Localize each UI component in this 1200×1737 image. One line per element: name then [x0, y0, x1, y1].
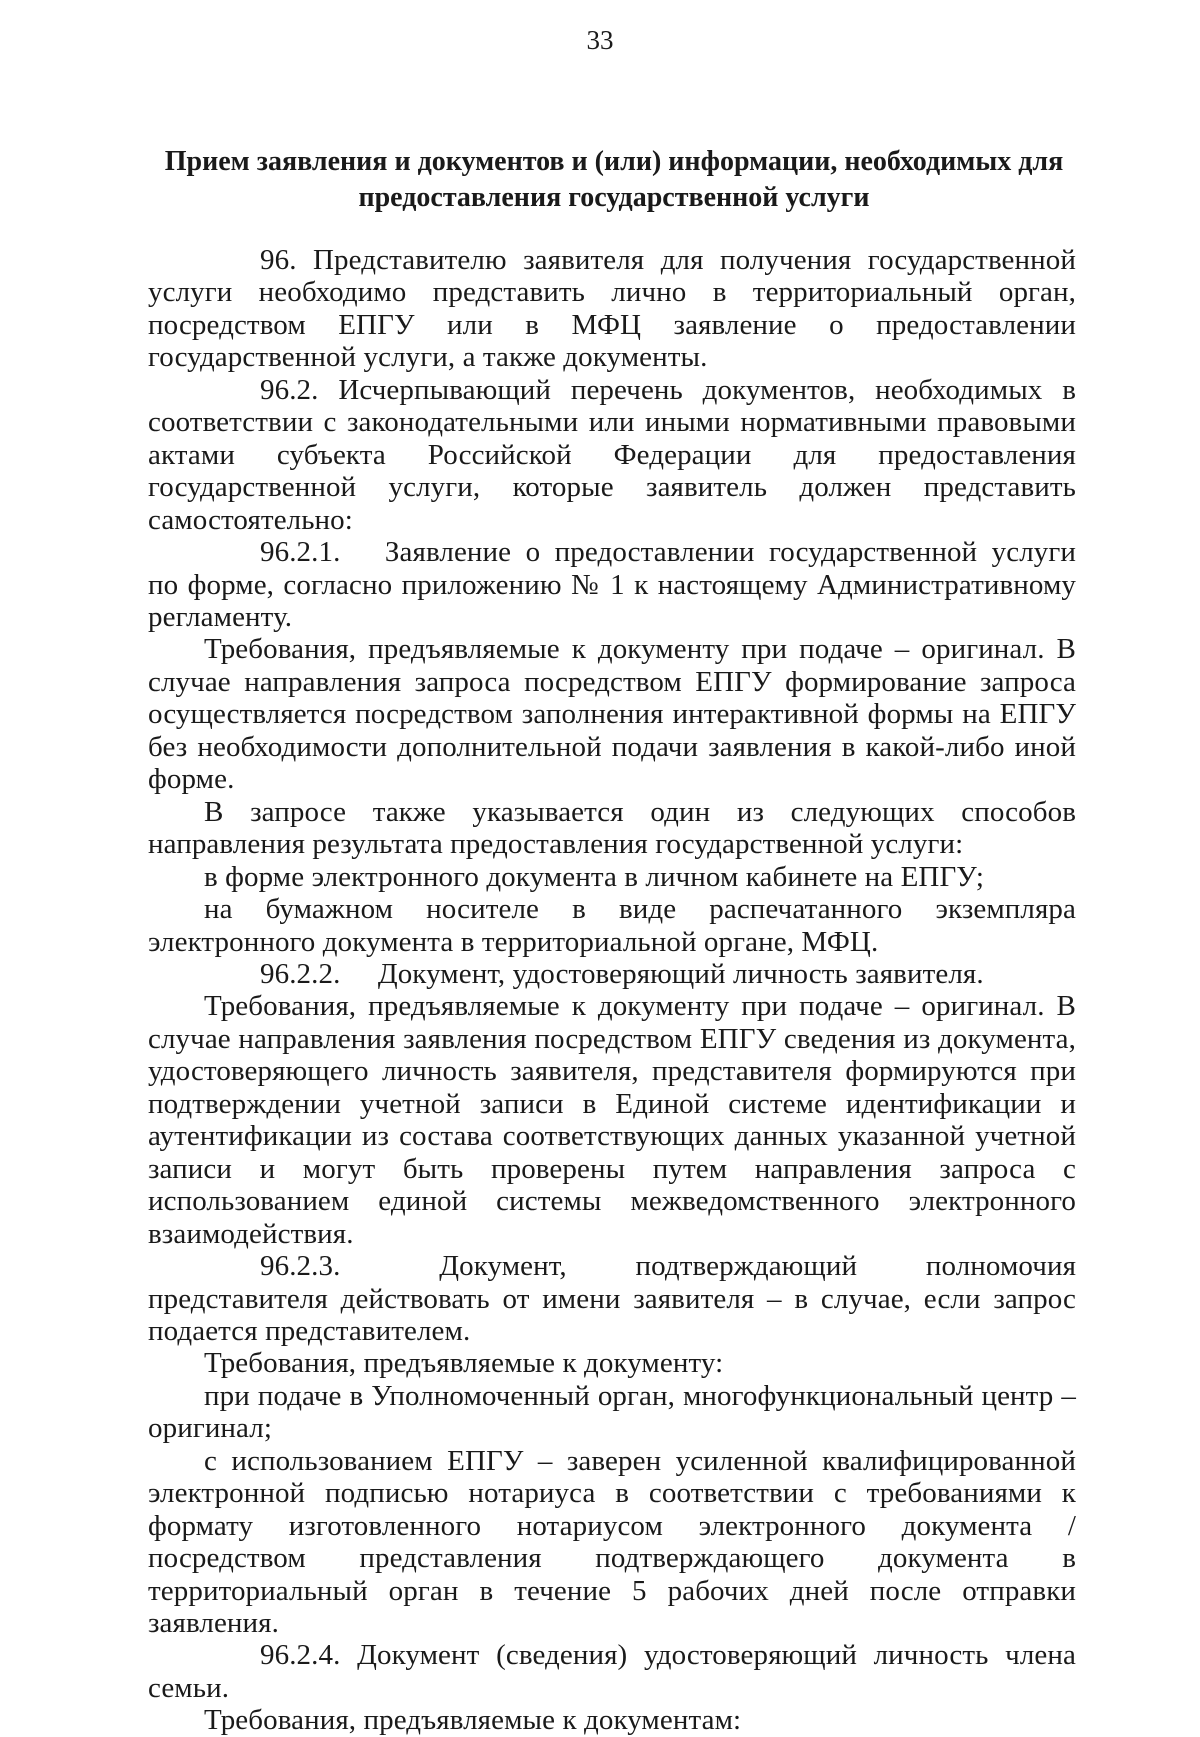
paragraph-text: с использованием ЕПГУ – заверен усиленной квалифицированной электронной подписью нотариуса в соответствии с требованиями к формату изготовленного нотариусом электронного документа / посредством представления подтверждающего документа в территориальный орган в течение 5 рабочих дней после отправки заявления. [148, 1444, 1076, 1640]
paragraph-number: 96.2. [260, 373, 319, 406]
section-title-line: Прием заявления и документов и (или) информации, необходимых для [164, 146, 1064, 177]
paragraph-text: Представителю заявителя для получения государственной услуги необходимо представить лично в территориальный орган, посредством ЕПГУ или в МФЦ заявление о предоставлении государственной услуги, а также документы. [148, 244, 1076, 374]
paragraph [148, 893, 1076, 958]
paragraph [148, 1445, 1076, 1640]
paragraph-text: Требования, предъявляемые к документу при подаче – оригинал. В случае направления запроса посредством ЕПГУ формирование запроса осуществляется посредством заполнения интерактивной формы на ЕПГУ без необходимости дополнительной подачи заявления в какой-либо иной форме. [148, 633, 1076, 796]
paragraph [148, 633, 1076, 795]
document-body [148, 244, 1076, 1737]
paragraph-96-2-1 [148, 536, 1076, 633]
paragraph-text: Документ, подтверждающий полномочия представителя действовать от имени заявителя – в случае, если запрос подается представителем. [148, 1250, 1077, 1347]
paragraph [148, 990, 1076, 1250]
paragraph [148, 1704, 1076, 1736]
paragraph-text: Требования, предъявляемые к документам: [204, 1704, 742, 1737]
paragraph [148, 1380, 1076, 1445]
paragraph-number: 96.2.3. [260, 1250, 341, 1283]
paragraph-text: Требования, предъявляемые к документу: [204, 1347, 724, 1380]
paragraph-number: 96.2.1. [260, 536, 341, 569]
paragraph-text: В запросе также указывается один из следующих способов направления результата предоставления государственной услуги: [148, 795, 1076, 861]
section-title [150, 144, 1078, 216]
paragraph-96-2 [148, 374, 1076, 536]
paragraph [148, 796, 1076, 861]
paragraph-text: при подаче в Уполномоченный орган, многофункциональный центр – оригинал; [148, 1379, 1076, 1445]
paragraph-number: 96. [260, 244, 297, 276]
paragraph [148, 861, 1076, 893]
paragraph-96-2-3 [148, 1250, 1076, 1347]
paragraph-number: 96.2.2. [260, 957, 341, 990]
paragraph-96 [148, 244, 1076, 374]
section-title-line: предоставления государственной услуги [358, 182, 870, 213]
paragraph-text: Документ, удостоверяющий личность заявителя. [377, 957, 984, 990]
paragraph-text: Требования, предъявляемые к документу при подаче – оригинал. В случае направления заявления посредством ЕПГУ сведения из документа, удостоверяющего личность заявителя, представителя формируются при подтверждении учетной записи в Единой системе идентификации и аутентификации из состава соответствующих данных указанной учетной записи и могут быть проверены путем направления запроса с использованием единой системы межведомственного электронного взаимодействия. [148, 990, 1076, 1250]
paragraph-number: 96.2.4. [260, 1639, 341, 1672]
paragraph-96-2-2 [148, 958, 1076, 990]
paragraph [148, 1347, 1076, 1379]
paragraph-text: Документ (сведения) удостоверяющий личность члена семьи. [148, 1639, 1076, 1704]
page-number: 33 [586, 25, 614, 55]
paragraph-text: в форме электронного документа в личном кабинете на ЕПГУ; [204, 860, 984, 893]
paragraph-96-2-4 [148, 1639, 1076, 1704]
paragraph-text: Заявление о предоставлении государственной услуги по форме, согласно приложению № 1 к настоящему Административному регламенту. [148, 536, 1076, 633]
paragraph-text: на бумажном носителе в виде распечатанного экземпляра электронного документа в территориальной органе, МФЦ. [148, 893, 1076, 958]
paragraph-text: Исчерпывающий перечень документов, необходимых в соответствии с законодательными или иными нормативными правовыми актами субъекта Российской Федерации для предоставления государственной услуги, которые заявитель должен представить самостоятельно: [148, 373, 1076, 536]
